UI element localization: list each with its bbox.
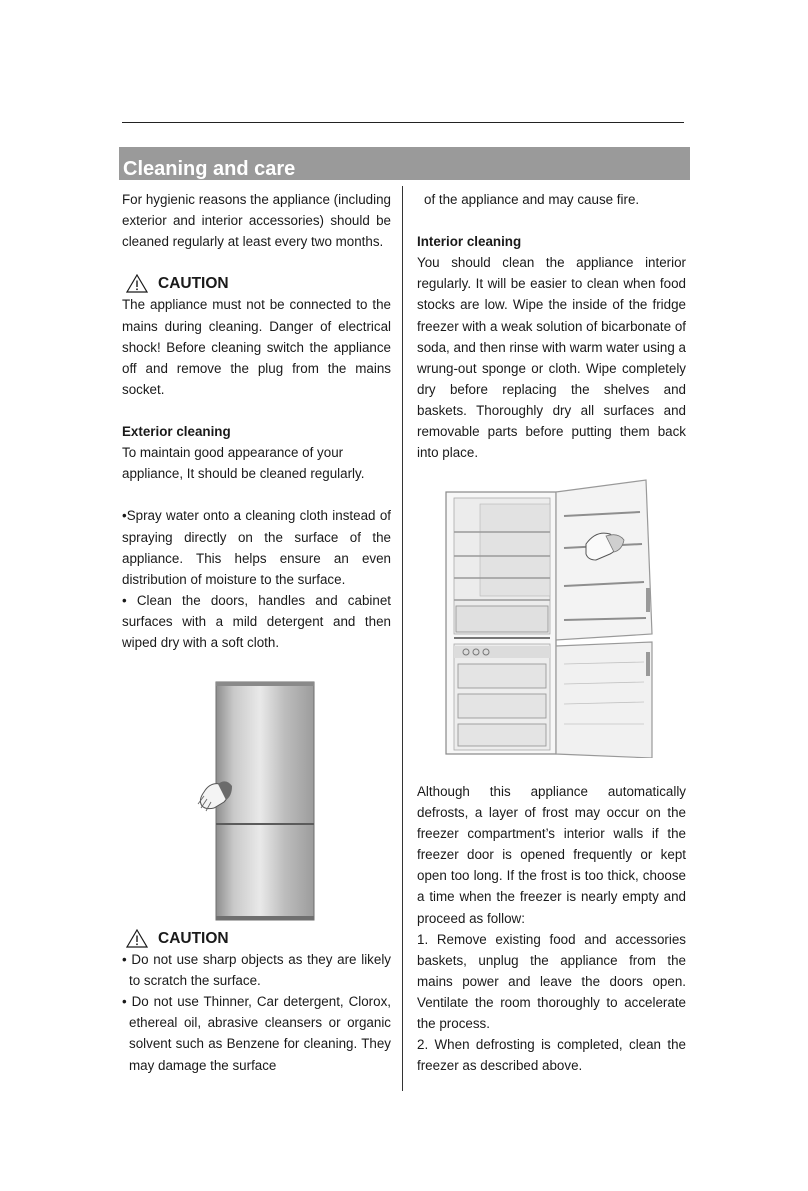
exterior-cleaning-heading: Exterior cleaning: [122, 424, 231, 440]
right-column: [417, 189, 686, 463]
top-rule: [122, 122, 684, 123]
caution-text: The appliance must not be connected to the mains during cleaning. Danger of electrical shock! Before cleaning switch the appliance off and remove the plug from the mains socket.: [122, 297, 391, 397]
caution-label-2: CAUTION: [158, 930, 229, 947]
exterior-bullet-clean: • Clean the doors, handles and cabinet surfaces with a mild detergent and then wiped dry with a soft cloth.: [122, 592, 391, 650]
interior-cleaning-heading: Interior cleaning: [417, 234, 522, 250]
warning-triangle-icon: [126, 274, 148, 293]
section-title-bar: [119, 147, 690, 180]
defrost-step-1: 1. Remove existing food and accessories baskets, unplug the appliance from the mains power and leave the doors open. Ventilate the room thoroughly to accelerate the process.: [417, 931, 686, 1032]
left-column: [122, 189, 391, 653]
caution-heading: [122, 273, 391, 294]
exterior-bullet-spray: •Spray water onto a cleaning cloth instead of spraying directly on the surface of the appliance. This helps ensure an even distribution of moisture to the surface.: [122, 508, 391, 587]
section-title: Cleaning and care: [123, 158, 296, 180]
defrost-step-2: 2. When defrosting is completed, clean the freezer as described above.: [417, 1037, 686, 1074]
caution-bullet-sharp: • Do not use sharp objects as they are likely to scratch the surface.: [122, 952, 391, 989]
caution-heading-2: [122, 928, 391, 949]
caution-bullet-thinner: • Do not use Thinner, Car detergent, Clorox, ethereal oil, abrasive cleansers or organic solvent such as Benzene for cleaning. They may damage the surface: [122, 994, 391, 1073]
left-column-caution-2: [122, 928, 391, 1076]
right-column-defrost: [417, 781, 686, 1076]
defrost-text: Although this appliance automatically defrosts, a layer of frost may occur on the freezer compartment’s interior walls if the freezer door is opened frequently or kept open too long. If the frost is too thick, choose a time when the freezer is nearly empty and proceed as follow:: [417, 784, 686, 926]
warning-triangle-icon: [126, 929, 148, 948]
continued-text: of the appliance and may cause fire.: [424, 192, 640, 207]
interior-cleaning-text: You should clean the appliance interior regularly. It will be easier to clean when food stocks are low. Wipe the inside of the fridge freezer with a weak solution of bicarbonate of soda, and then rinse with warm water using a wrung-out sponge or cloth. Wipe completely dry before replacing the shelves and baskets. Thoroughly dry all surfaces and removable parts before putting them back into place.: [417, 255, 686, 461]
column-divider: [402, 186, 403, 1091]
fridge-interior-illustration: [440, 474, 662, 758]
intro-paragraph: For hygienic reasons the appliance (including exterior and interior accessories) should be cleaned regularly at least every two months.: [122, 192, 391, 250]
fridge-exterior-illustration: [192, 680, 320, 923]
caution-label: CAUTION: [158, 275, 229, 293]
exterior-cleaning-text: To maintain good appearance of your appliance, It should be cleaned regularly.: [122, 445, 365, 482]
